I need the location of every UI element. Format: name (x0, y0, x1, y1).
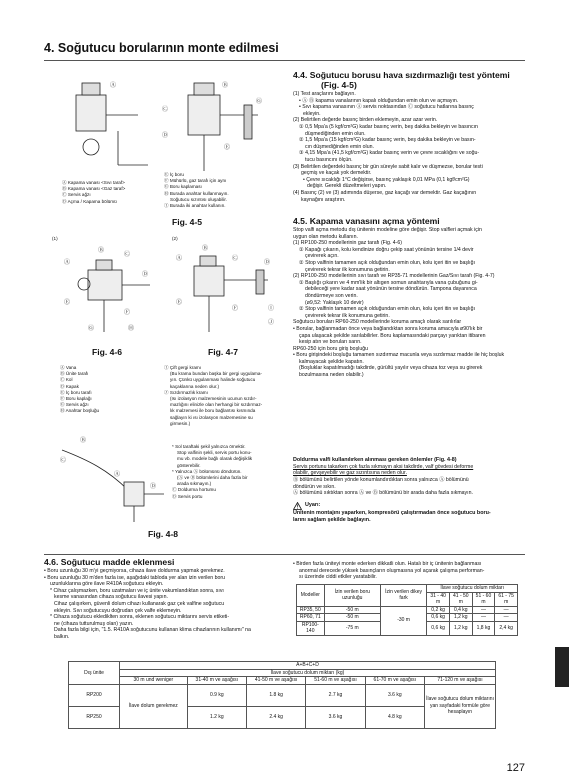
header-cell: 41-50 m ve aşağısı (246, 677, 305, 685)
legend-line: sağlayın ki ısı izolasyon malzemesine su (170, 414, 253, 420)
text-line: döndürün ve sıkın. (293, 483, 336, 490)
svg-text:Ⓓ: Ⓓ (150, 484, 157, 490)
table-cell: -50 m (324, 606, 380, 614)
svg-text:Ⓖ: Ⓖ (256, 99, 263, 105)
header-cell: İzin verilen boru uzunluğu (324, 585, 380, 607)
table-cell: İlave dolum gerekmez (120, 684, 188, 728)
legend-line: Ⓕ Boru kaplağı (60, 396, 92, 402)
svg-text:Ⓔ: Ⓔ (64, 300, 71, 306)
text-line: (ø9,52: Yaklaşık 10 devir) (305, 299, 364, 306)
legend-line: girmesin.) (170, 420, 191, 426)
legend-line: Ⓘ Burada iki anahtar kullanın. (164, 203, 226, 209)
svg-text:Ⓕ: Ⓕ (232, 306, 239, 312)
text-line: Servis portunu takarken çok fazla sıkmayın aksi takdirde, valf gövdesi deforme (293, 463, 474, 470)
svg-text:Ⓑ: Ⓑ (98, 248, 105, 254)
text-line: anormal derecede yüksek basınçların oluşmasına yol açarak çalışma performan- (299, 567, 485, 574)
note-line: Ⓓ Servis portu (172, 493, 203, 499)
svg-text:Ⓕ: Ⓕ (124, 310, 131, 316)
title-rule (44, 60, 525, 61)
text-line: ekleyin. Sıvı soğutucuyu doğrudan çek valfe eklemeyin. (54, 607, 182, 614)
text-line: uygun olan metodu kullanın. (293, 233, 358, 240)
header-cell: Dış ünite (69, 662, 120, 685)
header-cell: İzin verilen dikey fark (380, 585, 426, 607)
text-line: (4) Basınç (2) ve (3) adımında düşerse, gaz kaçağı var demektir. Gaz kaçağının (293, 189, 477, 196)
header-cell: 41 - 50 m (449, 592, 472, 606)
text-line: • Boru uzunluğu 30 m'den fazla ise, aşağıdaki tabloda yer alan izin verilen boru (44, 574, 226, 581)
refrigerant-table-2 (68, 661, 496, 729)
text-line: balkın. (54, 633, 70, 640)
text-line: ① 0,5 Mpa'a (5 kgf/cm²G) kadar basınç verin, beş dakika bekleyin ve basıncın (299, 123, 478, 130)
text-line: cın düşmediğinden emin olun. (305, 143, 374, 150)
text-line: ② 1,5 Mpa'a (15 kgf/cm²G) kadar basınç verin, beş dakika bekleyin ve basın- (299, 137, 476, 144)
table-cell: 0.9 kg (187, 684, 246, 706)
svg-text:Ⓐ: Ⓐ (176, 256, 183, 262)
table-cell: 0,2 kg (427, 606, 450, 614)
legend-line: Ⓓ Açma / Kapama bölümü (62, 198, 117, 204)
svg-text:Ⓓ: Ⓓ (142, 272, 149, 278)
text-line: sı üzerinde ciddi etkiler yaratabilir. (299, 574, 377, 581)
svg-text:Ⓐ: Ⓐ (64, 260, 71, 266)
svg-text:Ⓖ: Ⓖ (88, 326, 95, 332)
text-line: Soğutucu boruları RP60-250 modellerinde koruma amaçlı olarak sarılırlar (293, 319, 462, 326)
table-cell: 3.6 kg (365, 684, 424, 706)
svg-text:Ⓐ: Ⓐ (114, 472, 121, 478)
legend-line: Ⓒ Kol (60, 377, 73, 383)
header-cell: İlave soğutucu dolum miktarı (kg) (120, 669, 496, 677)
text-line: çevirerek tekrar ilk konumuna getirin. (305, 266, 390, 273)
table-cell: 1,2 kg (449, 621, 472, 635)
text-line: Ünitenin montajını yaparken, kompresörü çalıştırmadan önce soğutucu boru- (293, 509, 491, 516)
svg-text:Ⓒ: Ⓒ (60, 458, 67, 464)
legend-line: Ⓖ Servis ağzı (60, 402, 89, 408)
note-line: Ⓒ Doldurma hortumu (172, 487, 216, 493)
legend-line: Ⓘ Çift gergi kramı (164, 365, 202, 370)
page-number: 127 (506, 762, 525, 774)
fig-4-6-tag: (1) (52, 236, 58, 241)
text-line: (2) Belirtilen değerde basınç birden eklemeyin, azar azar verin. (293, 117, 438, 124)
section-rule (44, 554, 525, 555)
legend-line: Ⓖ Boru kaplaması (164, 184, 202, 190)
section-4-4-heading: 4.4. Soğutucu borusu hava sızdırmazlığı test yöntemi (293, 70, 510, 80)
text-line: ③ 4,15 Mpa'a (41,5 kgf/cm²G) kadar basınç verin ve çevre sıcaklığını ve soğu- (299, 150, 480, 157)
table-cell: RP200 (69, 684, 120, 706)
svg-text:Ⓘ: Ⓘ (268, 306, 275, 312)
svg-text:Ⓒ: Ⓒ (162, 107, 169, 113)
section-4-4-heading-fig: (Fig. 4-5) (321, 80, 357, 90)
fig-4-6-drawing (58, 240, 158, 340)
text-line: çevirerek tekrar ilk konumuna getirin. (305, 312, 390, 319)
text-line: ② Stop valfinin tamamen açık olduğundan emin olun, kolu içeri itin ve başlığı (299, 259, 475, 266)
header-cell: 30 m und weniger (120, 677, 188, 685)
fig-4-5-legend-left (62, 180, 162, 205)
table-cell: İlave soğutucu dolum miktarını yan sayfadaki formüle göre hesaplayın (425, 684, 496, 728)
svg-text:Ⓗ: Ⓗ (128, 326, 135, 332)
text-line: değişir. Gerekli düzeltmeleri yapın. (307, 183, 387, 190)
note-line: * Sol taraftaki şekil yalnızca örnektir. (172, 444, 246, 449)
section-4-5-heading: 4.5. Kapama vanasını açma yöntemi (293, 216, 440, 226)
caution-body (293, 510, 529, 524)
svg-text:Ⓓ: Ⓓ (264, 260, 271, 266)
text-line: Stop valfi açma metodu dış ünitenin modeline göre değişir. Stop valfleri açmak için (293, 227, 482, 233)
legend-line: Ⓔ İç boru tarafı (60, 389, 92, 395)
table-cell: RP35, 50 (297, 606, 325, 614)
table-cell: 4.8 kg (365, 706, 424, 728)
header-cell: A+B+C+D (120, 662, 496, 670)
chapter-tab (555, 647, 569, 687)
legend-line: Ⓔ İç boru (164, 172, 184, 177)
caution-label: Uyarı: (305, 502, 321, 509)
legend-line: Ⓙ Sızdırmazlık kramı (164, 389, 208, 395)
header-cell: 71-120 m ve aşağısı (425, 677, 496, 685)
caution-row (293, 502, 529, 510)
fig-4-8-notes (172, 444, 282, 500)
text-line: kaynağını araştırın. (301, 196, 346, 203)
svg-text:Ⓙ: Ⓙ (268, 320, 275, 326)
table-header-row (297, 585, 518, 593)
section-4-5 (293, 216, 529, 379)
table-cell: 3.6 kg (306, 706, 365, 728)
table-cell: — (495, 606, 518, 614)
fig-4-7-caption: Fig. 4-7 (208, 347, 239, 357)
text-line: • Sıvı kapama vanasının Ⓐ servis noktasından Ⓒ soğutucu hatlarına basınç (299, 104, 474, 111)
text-line: geçmiş ve kaçak yok demektir. (301, 170, 372, 177)
legend-line: Ⓗ Burada anahtar kullanmayın. (164, 190, 229, 196)
text-line: (Boşluklar kapatılmadığı takdirde, gürültü yayılır veya cihaza toz veya su girerek (299, 365, 483, 372)
header-cell: 51 - 60 m (472, 592, 495, 606)
table-cell: -75 m (324, 621, 380, 635)
fig-4-5-caption: Fig. 4-5 (172, 217, 203, 227)
table-cell: RP100-140 (297, 621, 325, 635)
legend-line: Ⓗ Anahtar boşluğu (60, 408, 100, 414)
fig-4-7-tag: (2) (172, 236, 178, 241)
text-line: olabilir, gevşeyebilir ve gaz sızıntısına neden olur. (293, 470, 407, 477)
text-line: (1) RP100-250 modellerinin gaz tarafı (Fig. 4-6) (293, 240, 402, 247)
text-line: bozulmasına neden olabilir.) (299, 372, 364, 379)
note-line: arada sıkmayın.) (177, 481, 212, 487)
header-cell: 61-70 m ve aşağısı (365, 677, 424, 685)
legend-line: Ⓕ Mühürlü, gaz tarafı için aynı (164, 178, 227, 184)
header-cell: 31 - 40 m (427, 592, 450, 606)
note-line: * Yalnızca Ⓐ bölümünü döndürün. (172, 468, 242, 474)
table-cell: 2.7 kg (306, 684, 365, 706)
note-line: (Ⓐ ve Ⓑ bölümlerini daha fazla bir (177, 475, 248, 481)
table-cell: RP250 (69, 706, 120, 728)
text-line: uzunluklarına göre ilave R410A soğutucu ekleyin. (50, 581, 164, 588)
text-line: kesip atın ve boruları sarın. (299, 339, 362, 346)
note-line: mu vb. modele bağlı olarak değişiklik (177, 456, 253, 462)
text-line: larını sağlam şekilde bağlayın. (293, 516, 371, 523)
text-line: • Boru uzunluğu 30 m'yi geçmiyorsa, cihaza ilave doldurma yapmak gerekmez. (44, 568, 225, 574)
table-cell: -30 m (380, 606, 426, 635)
text-line: • Birden fazla üniteyi monte ederken dikkatli olun. Hatalı bir iç ünitenin bağlanması (293, 561, 482, 567)
text-line: ekleyin. (303, 110, 321, 117)
legend-line: (Bu krama bundan başka bir gergi uygulama- (170, 371, 262, 377)
table-row (69, 684, 496, 706)
header-cell: İlave soğutucu dolum miktarı (427, 585, 518, 593)
table-cell: 0,6 kg (427, 621, 450, 635)
text-line: ② Stop valfinin tamamen açık olduğundan emin olun, kolu içeri itin ve başlığı (299, 306, 475, 313)
text-line: ① Kapağı çıkarın, kolu kendinize doğru çekip saat yönünün tersine 1/4 devir (299, 246, 474, 253)
table-header-row (69, 662, 496, 670)
header-cell: Modeller (297, 585, 325, 607)
table-header-row (69, 669, 496, 677)
legend-line: mazlığını elinizle olan herhangi bir sızdırmaz- (170, 402, 263, 408)
text-line: debileceği yere kadar saat yönünün tersine döndürün. Tampona dayanınca (305, 286, 477, 293)
fig-4-8-caption: Fig. 4-8 (148, 529, 179, 539)
text-line: • Boru girişindeki boşluğu tamamen sızdırmaz macunla veya sızdırmaz madde ile hiç boşluk (293, 352, 505, 359)
note-line: Stop valfinin şekli, servis portu konu- (177, 450, 252, 456)
text-line: tucu basıncını ölçün. (305, 156, 353, 163)
table-cell: — (472, 614, 495, 622)
text-line: (2) RP100-250 modellerinin sıvı tarafı ve RP35-71 modellerinin Gaz/Sıvı tarafı (Fig. 4-7) (293, 273, 495, 280)
fig-4-8-precautions (293, 457, 529, 523)
text-line: (1) Test araçlarını bağlayın. (293, 91, 356, 97)
table-cell: 0,4 kg (449, 606, 472, 614)
legend-line: Soğutucu sızıntısı oluşabilir. (170, 196, 227, 202)
svg-text:Ⓑ: Ⓑ (202, 246, 209, 252)
refrigerant-table-1 (296, 584, 518, 636)
table-header-row (69, 677, 496, 685)
legend-line: Ⓑ Ünite tarafı (60, 371, 89, 377)
legend-line: Ⓐ Kapama vanası <Sıvı taraf> (62, 180, 125, 185)
table-row (297, 606, 518, 614)
table-cell: 2.4 kg (246, 706, 305, 728)
table-cell: 2,4 kg (495, 621, 518, 635)
svg-text:Ⓐ: Ⓐ (110, 83, 117, 89)
fig-4-5-drawing (58, 75, 273, 185)
legend-line: Ⓒ Servis ağzı (62, 192, 91, 198)
text-line: • Çevre sıcaklığı 1°C değişirse, basınç yaklaşık 0,01 MPa (0,1 kgf/cm²G) (303, 176, 470, 183)
svg-text:Ⓑ: Ⓑ (80, 438, 87, 444)
text-line: kesme vanasından cihaza soğutucu ilavesi yapın. (54, 594, 168, 601)
legend-line: Ⓐ Vana (60, 365, 77, 370)
text-line: * Cihaza soğutucu eklediklten sonra, eklenen soğutucu miktarını servis etiketi- (50, 614, 230, 621)
section-4-5-body (293, 227, 529, 379)
table-cell: 0,6 kg (427, 614, 450, 622)
fig-4-6-legend (60, 365, 160, 415)
header-cell: 61 - 75 m (495, 592, 518, 606)
text-line: Cihaz çalışırken, güvenli dolum cihazı kullanarak gaz çek valfine soğutucu (54, 600, 225, 607)
precaution-heading: Doldurma valfi kullanılırken alınması gereken önlemler (Fig. 4-8) (293, 457, 457, 463)
table-cell: 1.2 kg (187, 706, 246, 728)
fig-4-7-legend (164, 365, 284, 427)
text-line: • Ⓐ Ⓑ kapama vanalarının kapalı olduğundan emin olun ve açmayın. (299, 97, 459, 104)
table-cell: 1.8 kg (246, 684, 305, 706)
note-line: gösterebilir. (177, 462, 201, 468)
fig-4-8-drawing (58, 430, 168, 525)
text-line: döndürmeye son verin. (305, 292, 358, 299)
page-title: 4. Soğutucu borularının monte edilmesi (44, 41, 279, 55)
text-line: (3) Belirtilen değerdeki basınç bir gün süreyle sabit kalır ve düşmezse, borular testi (293, 163, 483, 170)
text-line: kalmayacak şekilde kapatın. (299, 358, 364, 365)
svg-text:Ⓔ: Ⓔ (176, 300, 183, 306)
svg-text:Ⓔ: Ⓔ (224, 145, 231, 151)
fig-4-7-drawing (172, 240, 282, 340)
svg-text:Ⓒ: Ⓒ (124, 252, 131, 258)
section-4-4-body (293, 91, 529, 203)
text-line: • Borular, bağlanmadan önce veya bağlandıktan sonra koruma amacıyla ø90'lık bir (293, 325, 483, 332)
section-4-6-left (44, 568, 282, 641)
text-line: çapa ulaşacak şekilde sarılabilirler. Boru kaplamasındaki parçayı yarıktan itibaren (299, 332, 486, 339)
legend-line: lık malzemesi ile boru bağlantısı kısmında (170, 408, 256, 414)
section-4-6-right (293, 561, 529, 581)
table-cell: RP60, 71 (297, 614, 325, 622)
svg-text:Ⓒ: Ⓒ (232, 256, 239, 262)
legend-line: Ⓓ Kapak (60, 383, 79, 389)
table-cell: 1,2 kg (449, 614, 472, 622)
table-cell: — (472, 606, 495, 614)
section-4-4 (293, 70, 529, 203)
table-cell: — (495, 614, 518, 622)
text-line: Ⓑ bölümünü belirtilen yönde konumlandırdıktan sonra yalnızca Ⓐ bölümünü (293, 476, 469, 483)
fig-4-6-caption: Fig. 4-6 (92, 347, 123, 357)
legend-line: yın. Çünkü uygulanması halinde soğutucu (170, 377, 256, 383)
text-line: Ⓐ bölümünü sıktıktan sonra Ⓐ ve Ⓑ bölümünü bir arada daha fazla sıkmayın. (293, 490, 473, 497)
text-line: * Cihaz çalışmazken, boru uzatmaları ve iç ünite vakumlandıktan sonra, sıvı (50, 587, 224, 594)
text-line: RP60-250 için boru giriş boşluğu (293, 345, 368, 352)
svg-text:!: ! (296, 504, 299, 510)
legend-line: Ⓑ Kapama vanası <Gaz taraf> (62, 186, 126, 192)
legend-line: kaçaklarına neden olur.) (170, 383, 220, 389)
table-cell: 1,8 kg (472, 621, 495, 635)
text-line: çevirerek açın. (305, 253, 339, 260)
text-line: ne (cihaza tutturulmuş olan) yazın. (54, 620, 134, 627)
header-cell: 51-60 m ve aşağısı (306, 677, 365, 685)
legend-line: (Isı izolasyon malzemesinin ucunun sızdır- (170, 396, 257, 402)
text-line: Daha fazla bilgi için, "1.5. R410A soğutucunu kullanan klima cihazlarının kullanımı" na (54, 627, 251, 634)
text-line: ① Başlığı çıkarın ve 4 mm'lik bir altıgen somun anahtarıyla vana çubuğunu gi- (299, 279, 478, 286)
warning-icon (293, 502, 302, 510)
text-line: düşmediğinden emin olun. (305, 130, 366, 137)
svg-text:Ⓑ: Ⓑ (222, 83, 229, 89)
table-cell: -50 m (324, 614, 380, 622)
svg-text:Ⓓ: Ⓓ (162, 133, 169, 139)
section-4-6-heading: 4.6. Soğutucu madde eklenmesi (44, 557, 175, 567)
fig-4-5-legend-right (164, 172, 284, 209)
header-cell: 31-40 m ve aşağısı (187, 677, 246, 685)
precaution-body (293, 464, 529, 497)
